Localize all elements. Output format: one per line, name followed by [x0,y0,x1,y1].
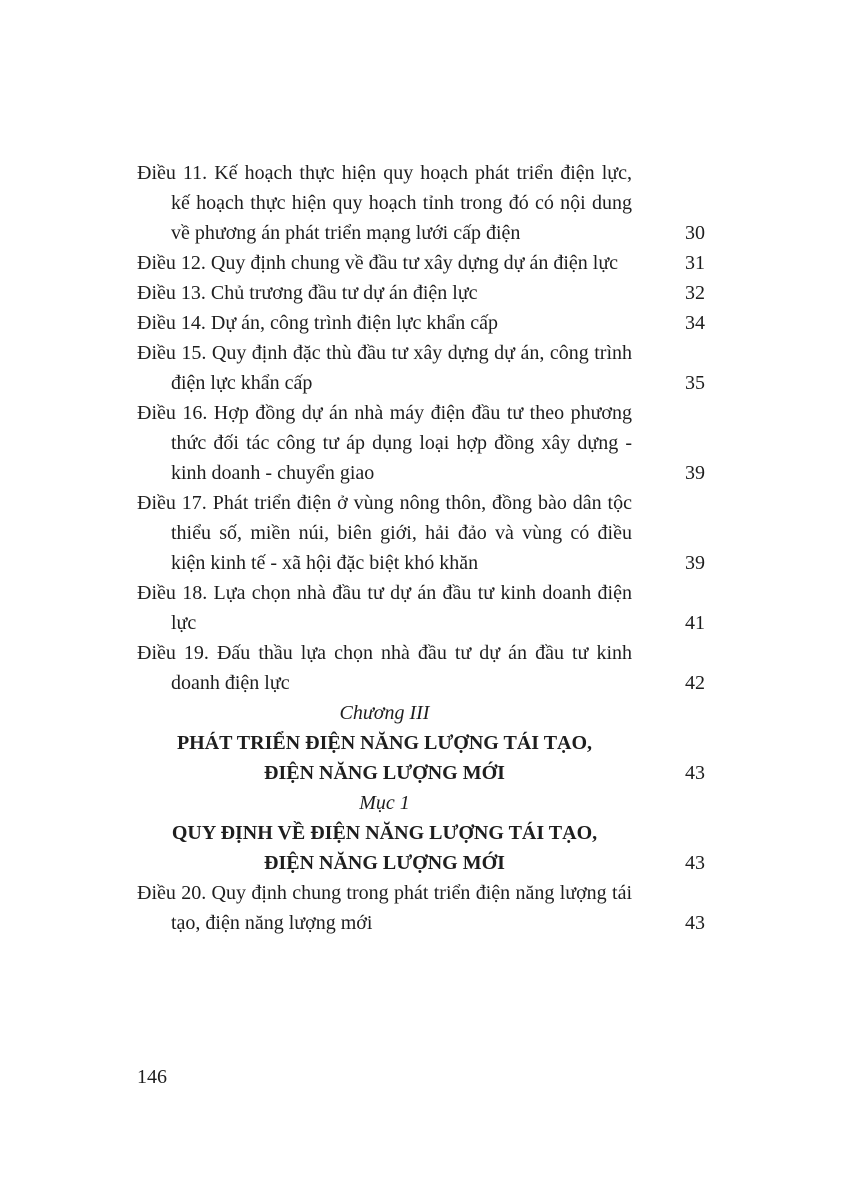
toc-entry-text: Điều 12. Quy định chung về đầu tư xây dựng dự án điện lực [137,252,619,274]
toc-entry-text: Điều 19. Đấu thầu lựa chọn nhà đầu tư dự án đầu tư kinh doanh điện lực [137,642,632,694]
toc-entry [137,728,705,788]
toc-page-number: 42 [685,672,705,694]
toc-page-number: 43 [685,852,705,874]
toc-entry [137,338,705,398]
toc-page-number: 34 [685,312,705,334]
toc-page-number: 43 [685,762,705,784]
toc-entry-text: Điều 15. Quy định đặc thù đầu tư xây dựng dự án, công trình điện lực khẩn cấp [137,342,632,394]
toc-page-number: 41 [685,612,705,634]
toc-page-number: 43 [685,912,705,934]
toc-entry [137,578,705,638]
footer-page-number: 146 [137,1066,167,1088]
chapter-label: Chương III [339,702,430,724]
section-label: Mục 1 [359,792,410,814]
toc-entry-text: Điều 14. Dự án, công trình điện lực khẩn cấp [137,312,499,334]
toc-page-number: 30 [685,222,705,244]
toc-entry-text: Điều 11. Kế hoạch thực hiện quy hoạch phát triển điện lực, kế hoạch thực hiện quy hoạch tỉnh trong đó có nội dung về phương án phát triển mạng lưới cấp điện [137,162,632,244]
toc-page-number: 39 [685,552,705,574]
chapter-title-line: ĐIỆN NĂNG LƯỢNG MỚI [264,852,505,874]
toc-entry [137,818,705,878]
toc-page-number: 35 [685,372,705,394]
chapter-title-line: PHÁT TRIỂN ĐIỆN NĂNG LƯỢNG TÁI TẠO, [176,732,593,754]
toc-entry [137,308,705,338]
toc-entry-text: Điều 17. Phát triển điện ở vùng nông thôn, đồng bào dân tộc thiểu số, miền núi, biên giới, hải đảo và vùng có điều kiện kinh tế - xã hội đặc biệt khó khăn [137,492,632,574]
toc-entry [137,158,705,248]
toc-entry-text: Điều 16. Hợp đồng dự án nhà máy điện đầu tư theo phương thức đối tác công tư áp dụng loại hợp đồng xây dựng - kinh doanh - chuyển giao [137,402,632,484]
toc-entry [137,398,705,488]
toc-entry [137,488,705,578]
toc-entry [137,878,705,938]
toc-entry [137,248,705,278]
toc-page-number: 32 [685,282,705,304]
chapter-title-line: ĐIỆN NĂNG LƯỢNG MỚI [264,762,505,784]
toc-entry [137,698,705,728]
toc-entry [137,638,705,698]
toc-entry-text: Điều 13. Chủ trương đầu tư dự án điện lực [137,282,478,304]
toc-page-number: 39 [685,462,705,484]
toc-list [137,158,705,938]
toc-entry [137,788,705,818]
toc-page-number: 31 [685,252,705,274]
toc-entry [137,278,705,308]
toc-entry-text: Điều 18. Lựa chọn nhà đầu tư dự án đầu tư kinh doanh điện lực [137,582,632,634]
toc-entry-text: Điều 20. Quy định chung trong phát triển điện năng lượng tái tạo, điện năng lượng mới [137,882,632,934]
chapter-title-line: QUY ĐỊNH VỀ ĐIỆN NĂNG LƯỢNG TÁI TẠO, [171,822,598,844]
